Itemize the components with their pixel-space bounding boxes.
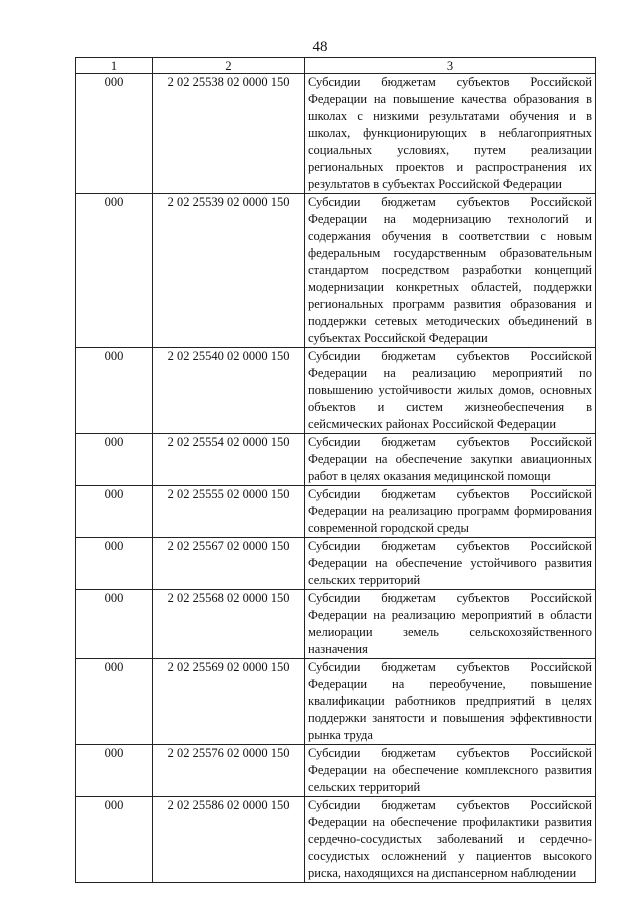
admin-code-cell: 000 (76, 194, 153, 348)
income-name-cell: Субсидии бюджетам субъектов Российской Федерации на модернизацию технологий и содержания обучения в соответствии с новым федеральным государственным образовательным стандартом посредством разработки концепций модернизации конкретных областей, поддержки региональных программ развития образования и поддержки сетевых методических объединений в субъектах Российской Федерации (305, 194, 596, 348)
income-name-cell: Субсидии бюджетам субъектов Российской Федерации на реализацию программ формирования современной городской среды (305, 486, 596, 538)
income-name-cell: Субсидии бюджетам субъектов Российской Федерации на повышение качества образования в школах с низкими результатами обучения и в школах, функционирующих в неблагоприятных социальных условиях, путем реализации региональных проектов и распространения их результатов в субъектах Российской Федерации (305, 74, 596, 194)
budget-classification-table (75, 57, 596, 883)
income-name-cell: Субсидии бюджетам субъектов Российской Федерации на реализацию мероприятий в области мелиорации земель сельскохозяйственного назначения (305, 590, 596, 659)
table-row (76, 194, 596, 348)
budget-code-cell: 2 02 25554 02 0000 150 (153, 434, 305, 486)
table-row (76, 590, 596, 659)
budget-code-cell: 2 02 25538 02 0000 150 (153, 74, 305, 194)
table-row (76, 745, 596, 797)
budget-code-cell: 2 02 25555 02 0000 150 (153, 486, 305, 538)
admin-code-cell: 000 (76, 745, 153, 797)
income-name-cell: Субсидии бюджетам субъектов Российской Федерации на обеспечение комплексного развития сельских территорий (305, 745, 596, 797)
income-name-cell: Субсидии бюджетам субъектов Российской Федерации на переобучение, повышение квалификации работников предприятий в целях поддержки занятости и повышения эффективности рынка труда (305, 659, 596, 745)
income-name-cell: Субсидии бюджетам субъектов Российской Федерации на обеспечение закупки авиационных работ в целях оказания медицинской помощи (305, 434, 596, 486)
table-row (76, 74, 596, 194)
admin-code-cell: 000 (76, 486, 153, 538)
admin-code-cell: 000 (76, 74, 153, 194)
budget-code-cell: 2 02 25586 02 0000 150 (153, 797, 305, 883)
budget-code-cell: 2 02 25540 02 0000 150 (153, 348, 305, 434)
table-row (76, 538, 596, 590)
admin-code-cell: 000 (76, 434, 153, 486)
income-name-cell: Субсидии бюджетам субъектов Российской Федерации на обеспечение устойчивого развития сельских территорий (305, 538, 596, 590)
page-number: 48 (312, 39, 328, 55)
budget-code-cell: 2 02 25539 02 0000 150 (153, 194, 305, 348)
column-header-2: 2 (153, 58, 305, 74)
column-header-3: 3 (305, 58, 596, 74)
budget-code-cell: 2 02 25576 02 0000 150 (153, 745, 305, 797)
table-row (76, 797, 596, 883)
budget-code-cell: 2 02 25567 02 0000 150 (153, 538, 305, 590)
admin-code-cell: 000 (76, 348, 153, 434)
table-header-row (76, 58, 596, 74)
income-name-cell: Субсидии бюджетам субъектов Российской Федерации на реализацию мероприятий по повышению устойчивости жилых домов, основных объектов и систем жизнеобеспечения в сейсмических районах Российской Федерации (305, 348, 596, 434)
column-header-1: 1 (76, 58, 153, 74)
income-name-cell: Субсидии бюджетам субъектов Российской Федерации на обеспечение профилактики развития сердечно-сосудистых заболеваний и сердечно-сосудистых осложнений у пациентов высокого риска, находящихся на диспансерном наблюдении (305, 797, 596, 883)
table-row (76, 659, 596, 745)
budget-code-cell: 2 02 25569 02 0000 150 (153, 659, 305, 745)
admin-code-cell: 000 (76, 538, 153, 590)
table-row (76, 486, 596, 538)
admin-code-cell: 000 (76, 659, 153, 745)
admin-code-cell: 000 (76, 590, 153, 659)
admin-code-cell: 000 (76, 797, 153, 883)
table-row (76, 348, 596, 434)
table-row (76, 434, 596, 486)
budget-code-cell: 2 02 25568 02 0000 150 (153, 590, 305, 659)
